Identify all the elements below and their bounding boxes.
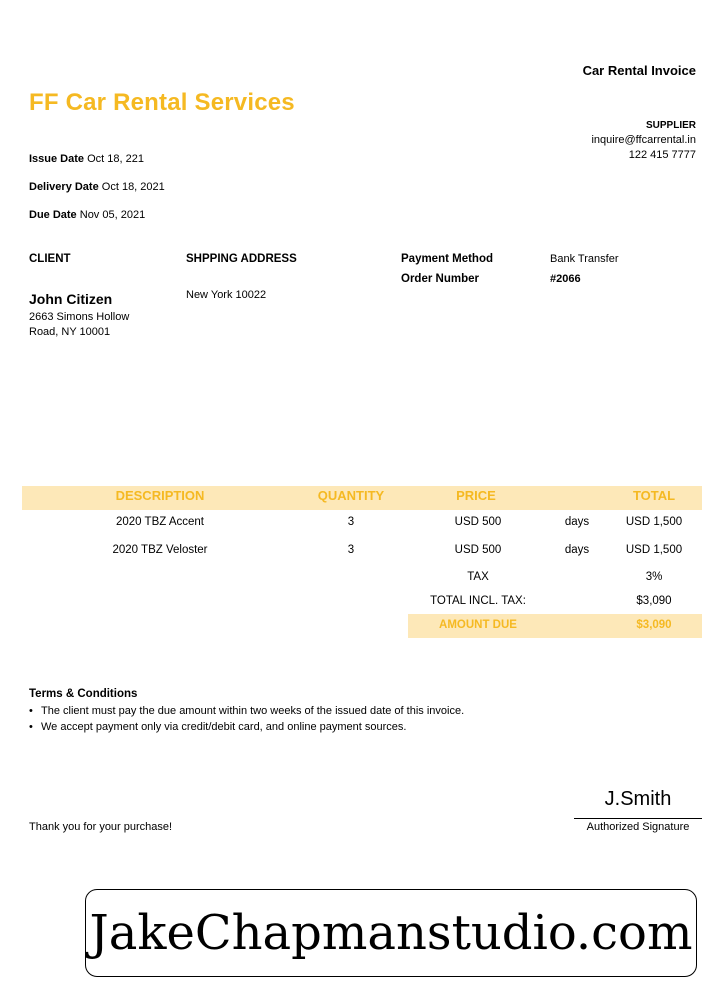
supplier-email: inquire@ffcarrental.in bbox=[591, 134, 696, 146]
terms-title: Terms & Conditions bbox=[29, 688, 138, 700]
delivery-date bbox=[29, 181, 165, 193]
row1-quantity: 3 bbox=[347, 516, 355, 528]
col-total: TOTAL bbox=[632, 488, 676, 503]
shipping-address: New York 10022 bbox=[186, 289, 267, 301]
due-date-value: Nov 05, 2021 bbox=[79, 209, 146, 221]
signature-label: Authorized Signature bbox=[586, 821, 690, 833]
signature-line bbox=[574, 818, 702, 819]
invoice-title: Car Rental Invoice bbox=[582, 63, 696, 78]
client-label: CLIENT bbox=[29, 253, 71, 265]
terms-item: • We accept payment only via credit/debit card, and online payment sources. bbox=[29, 721, 407, 733]
due-date-label: Due Date bbox=[29, 209, 77, 221]
issue-date-value: Oct 18, 221 bbox=[87, 153, 144, 165]
supplier-label: SUPPLIER bbox=[645, 120, 696, 131]
client-name: John Citizen bbox=[29, 291, 113, 307]
signature-name: J.Smith bbox=[604, 788, 672, 810]
row1-price: USD 500 bbox=[454, 516, 502, 528]
client-address: 2663 Simons Hollow Road, NY 10001 bbox=[29, 311, 130, 338]
delivery-date-label: Delivery Date bbox=[29, 181, 99, 193]
issue-date-label: Issue Date bbox=[29, 153, 85, 165]
row2-unit: days bbox=[564, 544, 590, 556]
amount-due-label: AMOUNT DUE bbox=[439, 619, 517, 631]
order-number-label: Order Number bbox=[401, 273, 479, 285]
thank-you-note: Thank you for your purchase! bbox=[29, 821, 173, 833]
payment-method-value: Bank Transfer bbox=[550, 253, 619, 265]
row2-total: USD 1,500 bbox=[625, 544, 683, 556]
total-incl-tax-value: $3,090 bbox=[636, 595, 672, 607]
total-incl-tax-label: TOTAL INCL. TAX: bbox=[430, 595, 526, 607]
order-number-value: #2066 bbox=[550, 273, 581, 285]
supplier-block bbox=[591, 118, 696, 163]
col-price: PRICE bbox=[456, 488, 496, 503]
tax-label: TAX bbox=[467, 571, 489, 583]
shipping-label: SHPPING ADDRESS bbox=[186, 253, 297, 265]
row1-unit: days bbox=[564, 516, 590, 528]
issue-date bbox=[29, 153, 144, 165]
due-date bbox=[29, 209, 145, 221]
terms-item: • The client must pay the due amount within two weeks of the issued date of this invoice. bbox=[29, 705, 465, 717]
row2-quantity: 3 bbox=[347, 544, 355, 556]
row2-description: 2020 TBZ Veloster bbox=[112, 544, 208, 556]
amount-due-value: $3,090 bbox=[636, 619, 672, 631]
company-name: FF Car Rental Services bbox=[29, 89, 295, 116]
terms-list bbox=[29, 703, 464, 735]
row1-total: USD 1,500 bbox=[625, 516, 683, 528]
watermark-text: JakeChapmanstudio.com bbox=[89, 905, 693, 961]
payment-method-label: Payment Method bbox=[401, 253, 494, 265]
supplier-phone: 122 415 7777 bbox=[628, 149, 696, 161]
tax-value: 3% bbox=[645, 571, 663, 583]
delivery-date-value: Oct 18, 2021 bbox=[101, 181, 165, 193]
row2-price: USD 500 bbox=[454, 544, 502, 556]
col-description: DESCRIPTION bbox=[115, 488, 205, 503]
row1-description: 2020 TBZ Accent bbox=[115, 516, 204, 528]
col-quantity: QUANTITY bbox=[317, 488, 385, 503]
